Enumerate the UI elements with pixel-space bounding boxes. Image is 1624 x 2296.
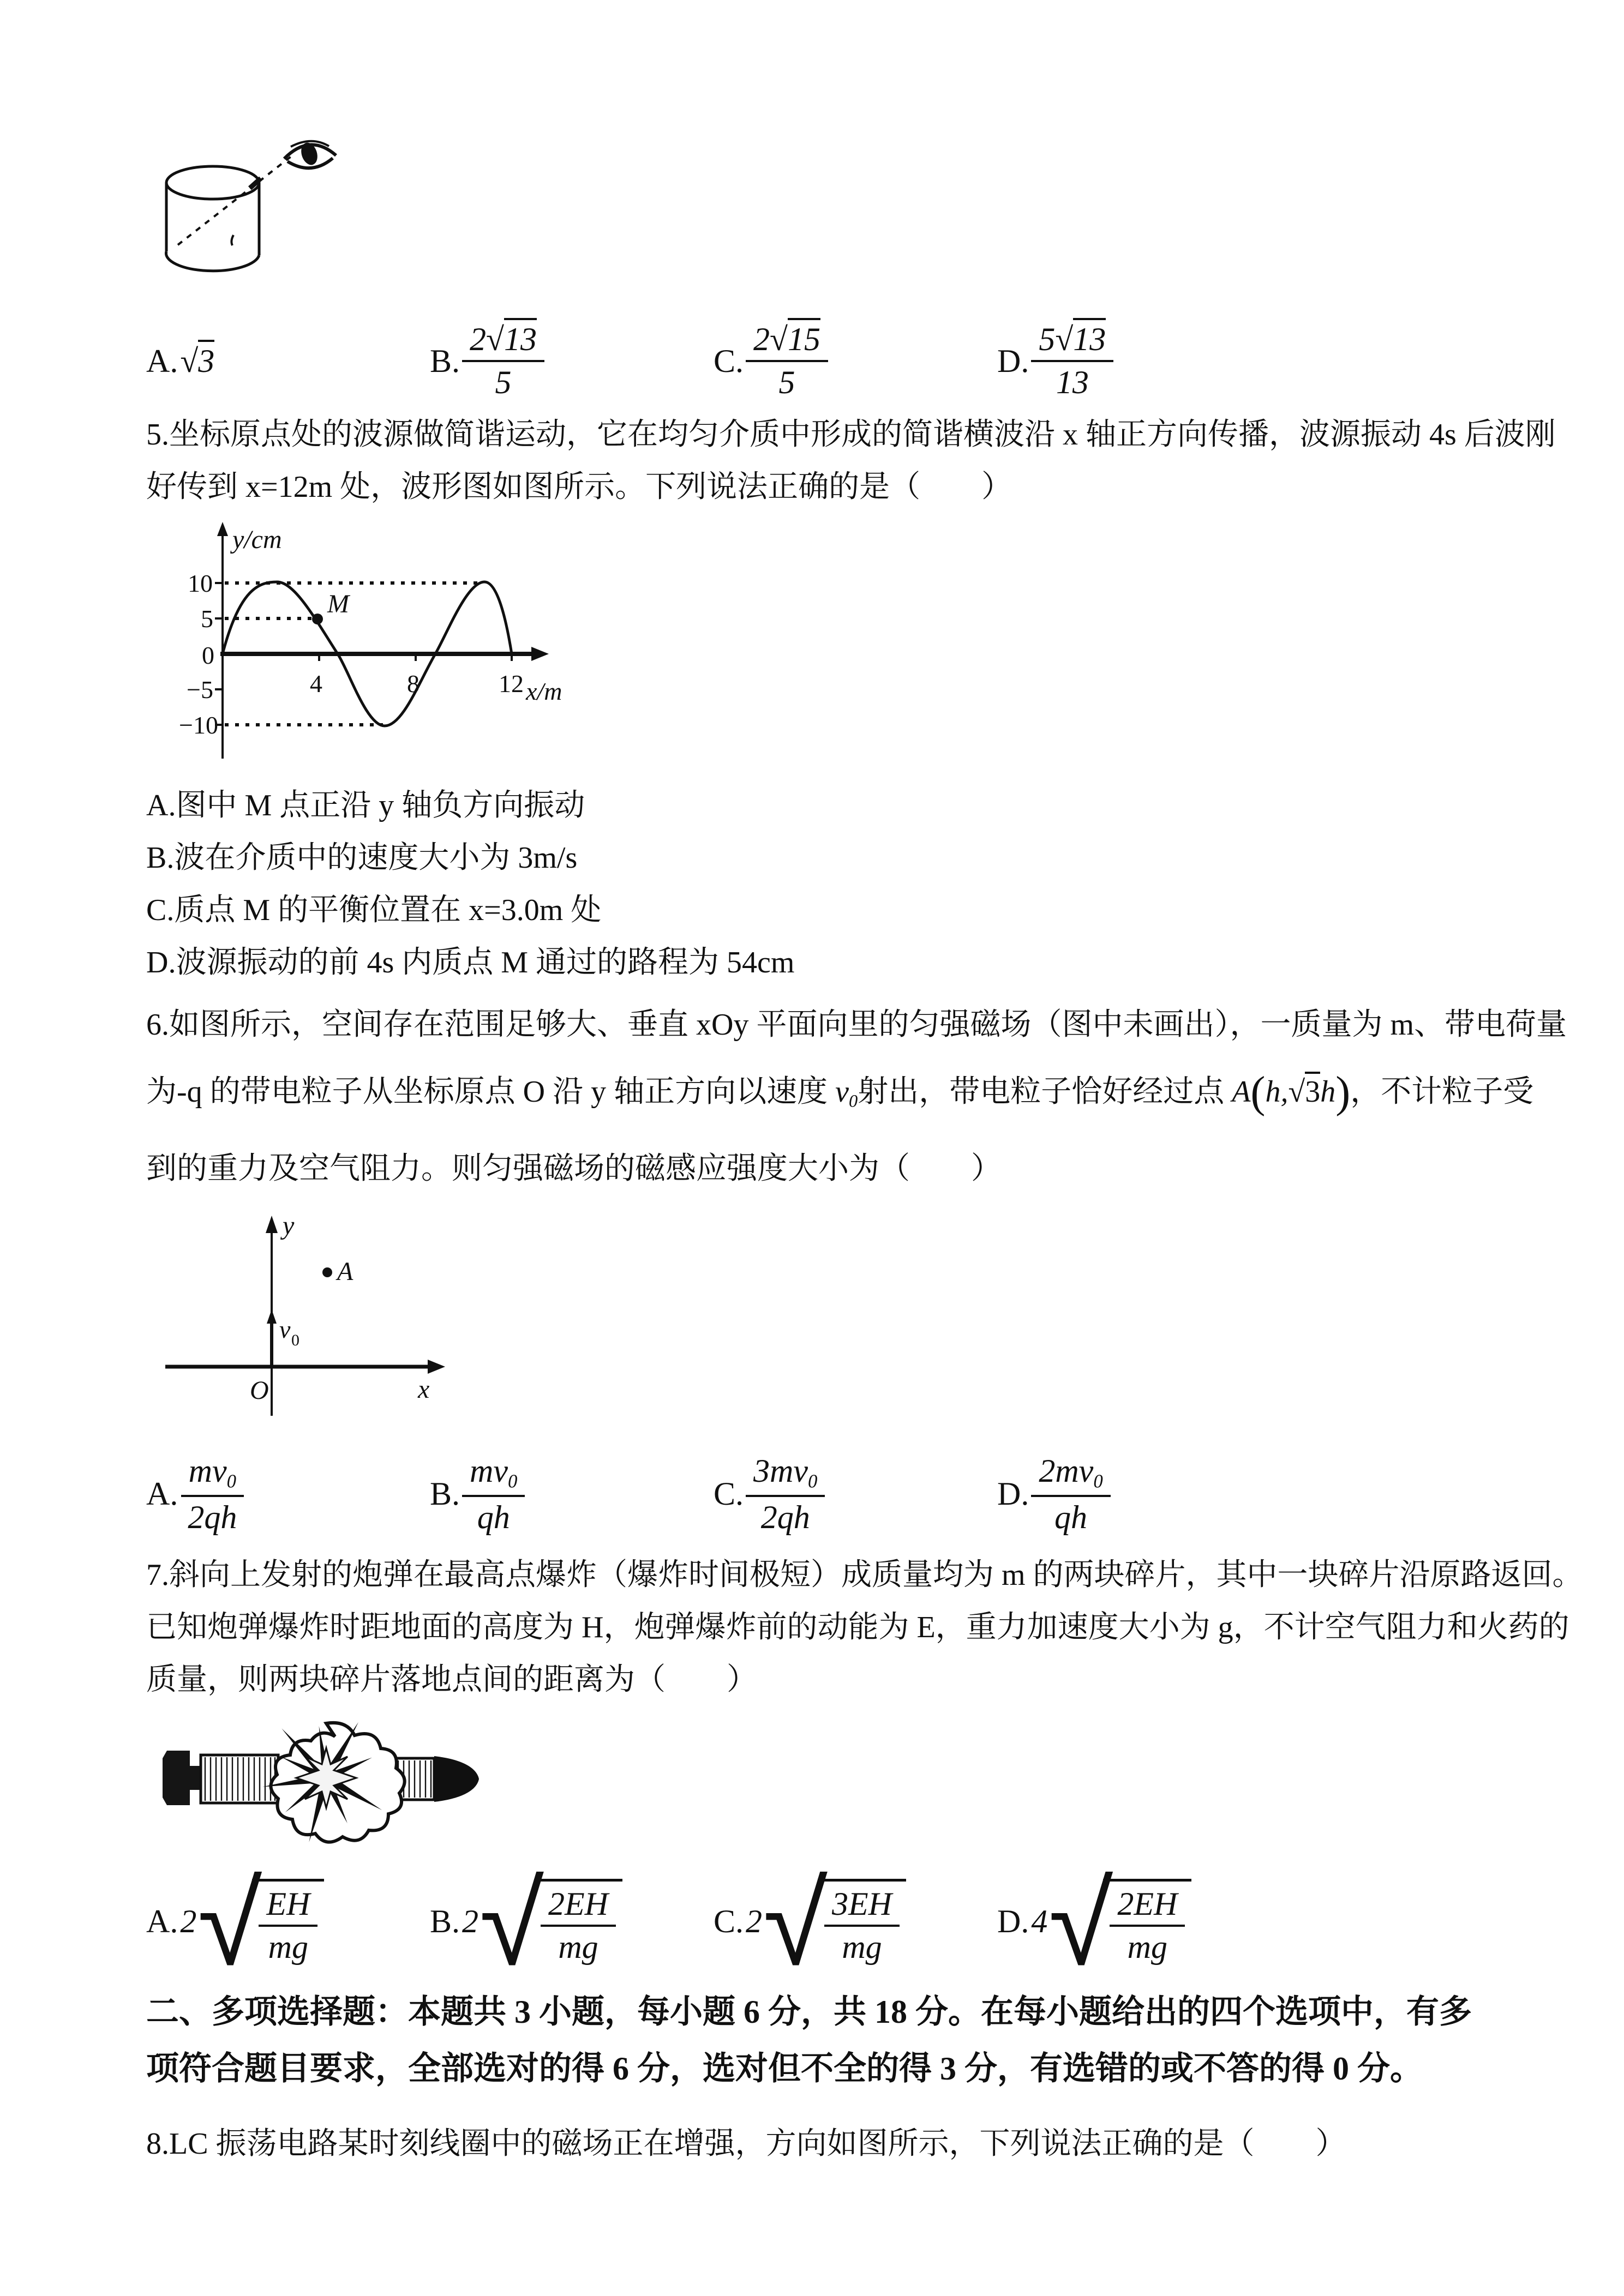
denominator: qh [1054,1499,1088,1535]
v0-vector-arrow [267,1309,277,1324]
sqrt-sign: √ [1288,1075,1305,1109]
question-7-figure-explosion [157,1708,1515,1862]
denominator: 5 [778,364,795,400]
option-label: D. [997,1903,1029,1940]
section-2-heading-line-1: 二、多项选择题：本题共 3 小题，每小题 6 分，共 18 分。在每小题给出的四个选项中，有多 [146,1994,1472,2030]
origin-label: O [250,1375,269,1405]
velocity-symbol: v [835,1075,849,1109]
denominator: mg [1127,1929,1167,1966]
q5-option-b: B.波在介质中的速度大小为 3m/s [146,841,578,875]
question-6-figure-axes [146,1200,1515,1440]
question-5-options [146,779,1515,989]
cylinder-bottom-arc [166,251,259,271]
y-axis-arrow [217,522,228,536]
radicand: 13 [504,318,537,357]
radicand: 3 [1305,1072,1320,1109]
q5-stem-line-2: 好传到 x=12m 处，波形图如图所示。下列说法正确的是（ ） [146,470,1012,504]
option-label: D. [997,1476,1029,1512]
q7-stem-line-1: 7.斜向上发射的炮弹在最高点爆炸（爆炸时间极短）成质量均为 m 的两块碎片，其中一块碎片沿原路返回。 [146,1558,1583,1592]
question-4-options [146,322,1515,400]
radicand: 3 [198,340,214,379]
point-A-label: A [337,1257,353,1286]
denominator: mg [842,1929,882,1966]
coefficient: 5 [1039,321,1056,357]
sqrt-sign: √ [1048,1855,1113,1992]
q7-option-d [997,1855,1191,1992]
point-A-symbol: A [1232,1075,1251,1109]
close-paren: ) [1335,1067,1351,1117]
question-5-stem [146,408,1556,513]
ytick-label-10: 10 [188,569,213,597]
cylinder-eye-diagram [152,128,343,292]
coefficient: 2 [1039,1452,1056,1489]
sqrt-sign: √ [197,1855,262,1992]
q4-option-a [146,342,430,380]
question-6-options [146,1454,1515,1535]
q6-option-b [430,1454,714,1535]
q6-stem-line-1: 6.如图所示，空间存在范围足够大、垂直 xOy 平面向里的匀强磁场（图中未画出），一质量为 m、带电荷量 [146,1008,1567,1042]
q5-option-d: D.波源振动的前 4s 内质点 M 通过的路程为 54cm [146,946,795,979]
xtick-label-8: 8 [407,670,420,698]
numerator-subscript: 0 [226,1470,237,1492]
point-M-label: M [327,590,349,618]
y-axis-label: y [283,1211,295,1240]
option-label: C. [714,1476,744,1512]
numerator: 2EH [1110,1887,1185,1927]
q6-stem-seg: 射出，带电粒子恰好经过点 [858,1075,1232,1109]
numerator: mv [770,1452,808,1489]
open-paren: ( [1250,1067,1266,1117]
sqrt-sign: √ [486,321,504,357]
section-2-heading-line-2: 项符合题目要求，全部选对的得 6 分，选对但不全的得 3 分，有选错的或不答的得 0 分。 [146,2051,1423,2087]
q6-option-d [997,1454,1111,1535]
option-label: B. [430,342,460,379]
q6-option-a [146,1454,430,1535]
x-axis-arrow [531,647,549,661]
q6-stem-seg: 为-q 的带电粒子从坐标原点 O 沿 y 轴正方向以速度 [146,1075,836,1109]
numerator: mv [1055,1452,1094,1489]
question-7-options [146,1855,1515,1992]
q7-option-c [714,1855,997,1992]
denominator: 13 [1056,364,1089,400]
numerator: mv [470,1452,508,1489]
question-7-stem [146,1549,1583,1706]
coefficient: 2 [746,1903,763,1940]
q7-stem-line-3: 质量，则两块碎片落地点间的距离为（ ） [146,1662,757,1697]
xoy-diagram [146,1200,452,1432]
q7-option-b [430,1855,714,1992]
shell-nose [434,1756,479,1802]
ytick-label-m10: −10 [179,711,218,739]
point-A-dot [322,1267,332,1277]
q8-stem-line-1: 8.LC 振荡电路某时刻线圈中的磁场正在增强，方向如图所示，下列说法正确的是（ ） [146,2127,1346,2161]
cylinder-top-ellipse [166,166,259,199]
v0-subscript: 0 [291,1331,299,1349]
q6-stem-seg: ，不计粒子受 [1350,1075,1534,1109]
denominator: qh [477,1499,510,1535]
coefficient: 3 [753,1452,770,1489]
denominator: mg [558,1929,598,1966]
shell-tail [163,1751,200,1805]
exploding-shell-diagram [157,1708,495,1854]
radicand: 15 [788,318,820,357]
wave-graph [179,518,561,764]
option-label: D. [997,342,1029,379]
velocity-subscript: 0 [848,1091,858,1111]
xtick-label-4: 4 [310,670,322,698]
q5-option-c: C.质点 M 的平衡位置在 x=3.0m 处 [146,893,602,927]
ytick-label-5: 5 [201,605,213,633]
q4-option-c [714,322,997,400]
x-axis-label: x/m [526,677,561,705]
coefficient: 2 [462,1903,479,1940]
question-8-stem [146,2118,1515,2170]
coefficient: 2 [180,1903,197,1940]
coefficient: 4 [1031,1903,1048,1940]
question-6-stem [146,999,1567,1195]
coefficient: 2 [470,321,487,357]
q6-stem-line-2 [146,1051,1534,1143]
explosion-star-core [296,1748,356,1808]
numerator-subscript: 0 [808,1470,818,1492]
option-label: A. [146,1903,178,1940]
y-axis-arrow [266,1216,278,1233]
ytick-label-0: 0 [202,641,214,669]
sqrt-sign: √ [180,342,199,379]
numerator: 3EH [824,1887,900,1927]
shell-left-body [201,1755,278,1803]
denominator: 2qh [760,1499,810,1535]
option-label: C. [714,1903,744,1940]
y-axis-label: y/cm [232,525,282,554]
sqrt-sign: √ [770,321,788,357]
q5-option-a: A.图中 M 点正沿 y 轴负方向振动 [146,789,585,822]
q6-stem-line-3: 到的重力及空气阻力。则匀强磁场的磁感应强度大小为（ ） [146,1151,1002,1186]
q5-stem-line-1: 5.坐标原点处的波源做简谐运动，它在均匀介质中形成的简谐横波沿 x 轴正方向传播，波源振动 4s 后波刚 [146,418,1556,452]
stray-mark [231,235,233,245]
sqrt-sign: √ [763,1855,828,1992]
question-4-figure-cylinder-eye [152,128,1515,299]
coefficient: 2 [753,321,770,357]
denominator: 2qh [188,1499,237,1535]
q4-option-b [430,322,714,400]
coordinate-h: h, [1265,1075,1289,1109]
q7-option-a [146,1855,430,1992]
q4-option-d [997,322,1113,400]
numerator: mv [188,1452,227,1489]
point-M-dot [312,614,323,624]
option-label: C. [714,342,744,379]
denominator: mg [268,1929,308,1966]
v0-label: v [279,1315,291,1343]
ytick-label-m5: −5 [187,676,213,704]
q7-stem-line-2: 已知炮弹爆炸时距地面的高度为 H，炮弹爆炸前的动能为 E，重力加速度大小为 g，不计空气阻力和火药的 [146,1610,1569,1644]
q6-option-c [714,1454,997,1535]
numerator-subscript: 0 [508,1470,518,1492]
sqrt-sign: √ [1055,321,1074,357]
denominator: 5 [495,364,512,400]
section-2-heading [146,1984,1515,2097]
numerator-subscript: 0 [1093,1470,1103,1492]
question-5-figure-wave-graph [179,518,1515,772]
option-label: A. [146,342,178,379]
x-axis-arrow [428,1360,445,1374]
option-label: B. [430,1903,460,1940]
xtick-label-12: 12 [499,670,524,698]
radicand: 13 [1073,318,1106,357]
x-axis-label: x [418,1374,430,1404]
sqrt-sign: √ [480,1855,544,1992]
option-label: A. [146,1476,178,1512]
numerator: EH [259,1887,317,1927]
coordinate-h: h [1320,1075,1336,1109]
option-label: B. [430,1476,460,1512]
numerator: 2EH [541,1887,616,1927]
